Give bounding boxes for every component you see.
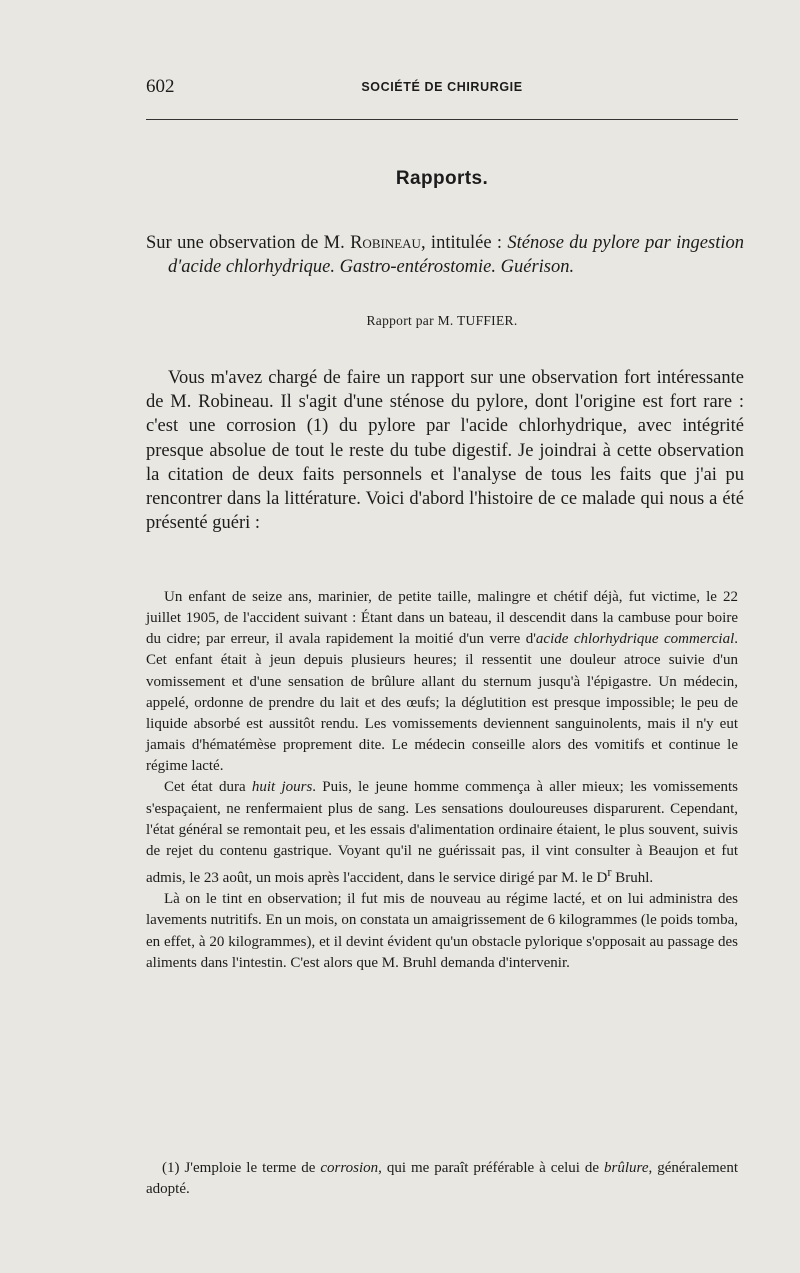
case-p2-text-b: . Puis, le jeune homme commença à aller mieux; les vomissements s'espaçaient, ne renfermaient plus de sang. Les sensations douloureuses disparurent. Cependant, l'état général se remontait peu, et les essais d'alimentation ordinaire étaient, le plus souvent, suivis de rejet du contenu gastrique. Voyant qu'il ne guérissait pas, il vint consulter à Beaujon et fut admis, le 23 août, un mois après l'accident, dans le service dirigé par M. le D bbox=[146, 779, 738, 887]
case-p2-text-c: Bruhl. bbox=[611, 870, 654, 887]
case-paragraph-3: Là on le tint en observation; il fut mis de nouveau au régime lacté, et on lui administra des lavements nutritifs. En un mois, on constata un amaigrissement de 6 kilogrammes (le poids tomba, en effet, à 20 kilogrammes), et il devint évident qu'un obstacle pylorique s'opposait au passage des aliments dans l'intestin. C'est alors que M. Bruhl demanda d'intervenir. bbox=[146, 891, 738, 971]
report-title: Sténose du pylore par ingestion d'acide chlorhydrique. Gastro-entérostomie. Guérison. bbox=[168, 233, 744, 277]
report-intro-after: , intitulée : bbox=[420, 233, 508, 253]
page-number: 602 bbox=[146, 76, 175, 97]
report-intro: Sur une observation de M. bbox=[146, 233, 351, 253]
case-p1-italic: acide chlorhydrique commercial bbox=[535, 631, 735, 648]
page-header bbox=[146, 76, 738, 104]
case-paragraph-2 bbox=[146, 777, 738, 889]
report-byline: Rapport par M. TUFFIER. bbox=[366, 313, 518, 328]
main-paragraph: Vous m'avez chargé de faire un rapport sur une observation fort intéressante de M. Robineau. Il s'agit d'une sténose du pylore, dont l'origine est fort rare : c'est une corrosion (1) du pylore par l'acide chlorhydrique, avec intégrité presque absolue de tout le reste du tube digestif. Je joindrai à cette observation la citation de deux faits personnels et l'analyse de tous les faits que j'ai pu rencontrer dans la littérature. Voici d'abord l'histoire de ce malade qui nous a été présenté guéri : bbox=[146, 368, 744, 534]
header-rule bbox=[146, 119, 738, 120]
report-author: Robineau bbox=[350, 233, 421, 253]
case-paragraph-1 bbox=[146, 587, 738, 777]
report-heading bbox=[146, 231, 744, 279]
case-p1-text-b: . Cet enfant était à jeun depuis plusieurs heures; il ressentit une douleur atroce suivie d'un vomissement et d'une sensation de brûlure allant du sternum jusqu'à l'épigastre. Un médecin, appelé, ordonne de prendre du lait et des œufs; la déglutition est presque impossible; le peu de liquide absorbé est aussitôt rendu. Les vomissements deviennent sanguinolents, mais il n'y eut jamais d'hématémèse proprement dite. Le médecin conseille alors des vomitifs et continue le régime lacté. bbox=[146, 631, 739, 775]
running-title: SOCIÉTÉ DE CHIRURGIE bbox=[361, 80, 523, 94]
section-title: Rapports. bbox=[395, 168, 489, 189]
case-p1-text-a: Un enfant de seize ans, marinier, de petite taille, malingre et chétif déjà, fut victime, le 22 juillet 1905, de l'accident suivant : Étant dans un bateau, il descendit dans la cambuse pour boire du cidre; par erreur, il avala rapidement la moitié d'un verre d' bbox=[146, 589, 738, 648]
footnote bbox=[146, 1158, 738, 1200]
case-observation bbox=[146, 587, 738, 974]
footnote-text-a: (1) J'emploie le terme de bbox=[162, 1160, 321, 1176]
case-p2-italic: huit jours bbox=[251, 779, 313, 796]
footnote-text-c: , généralement adopté. bbox=[146, 1160, 738, 1197]
case-p2-text-a: Cet état dura bbox=[164, 779, 252, 796]
footnote-text-b: , qui me paraît préférable à celui de bbox=[378, 1160, 605, 1176]
footnote-italic-2: brûlure bbox=[604, 1160, 649, 1176]
case-p2-superscript: r bbox=[607, 865, 612, 880]
footnote-italic-1: corrosion bbox=[320, 1160, 379, 1176]
